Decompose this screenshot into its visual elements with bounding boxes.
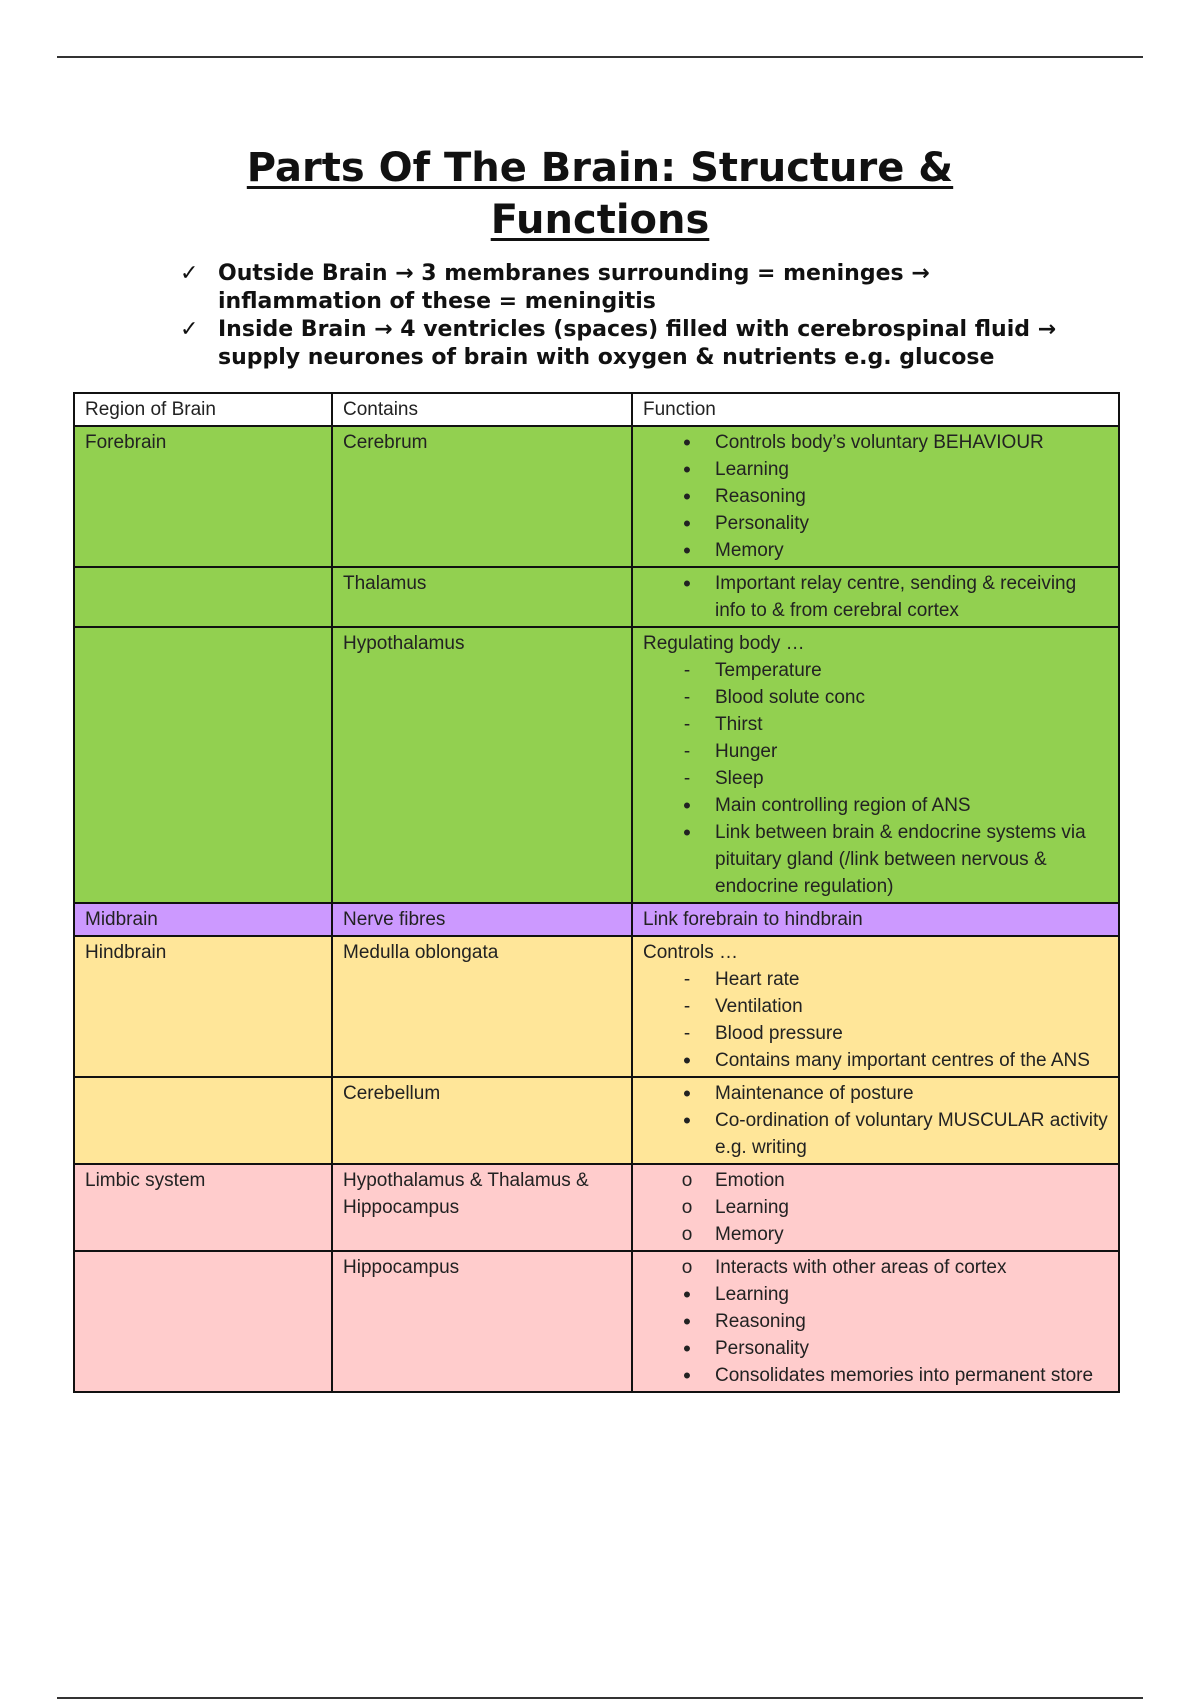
function-list — [643, 1080, 1108, 1161]
function-list — [643, 1167, 1108, 1248]
function-list — [643, 1254, 1108, 1389]
function-intro: Link forebrain to hindbrain — [643, 909, 863, 930]
function-item-text: Heart rate — [715, 969, 800, 990]
function-item-text: Personality — [715, 1338, 809, 1359]
cell-contains: Hippocampus — [332, 1251, 632, 1392]
intro-point-outside — [180, 260, 1080, 316]
function-item — [643, 738, 1108, 765]
function-item — [643, 1221, 1108, 1248]
bullet-marker-icon — [677, 1080, 697, 1109]
bullet-marker-icon — [677, 1107, 697, 1136]
table-body — [74, 426, 1119, 1392]
function-list — [643, 657, 1108, 900]
function-item — [643, 1308, 1108, 1335]
bullet-marker-icon — [677, 1362, 697, 1391]
function-item-text: Reasoning — [715, 1311, 806, 1332]
table-row — [74, 567, 1119, 627]
function-item-text: Contains many important centres of the ANS — [715, 1050, 1090, 1071]
dash-marker-icon — [677, 765, 697, 792]
function-item-text: Consolidates memories into permanent store — [715, 1365, 1094, 1386]
function-item-text: Personality — [715, 513, 809, 534]
cell-contains: Hypothalamus & Thalamus & Hippocampus — [332, 1164, 632, 1251]
check-icon: ✓ — [180, 261, 199, 286]
cell-region: Limbic system — [74, 1164, 332, 1251]
check-icon: ✓ — [180, 317, 199, 342]
intro-points — [180, 260, 1080, 372]
function-item-text: Emotion — [715, 1170, 785, 1191]
function-item-text: Important relay centre, sending & receiving info to & from cerebral cortex — [715, 573, 1077, 621]
cell-function — [632, 903, 1119, 936]
function-item-text: Hunger — [715, 741, 778, 762]
bullet-marker-icon — [677, 1047, 697, 1076]
function-item-text: Memory — [715, 1224, 784, 1245]
function-item-text: Link between brain & endocrine systems via pituitary gland (/link between nervous & endocrine regulation) — [715, 822, 1086, 897]
bullet-marker-icon — [677, 537, 697, 566]
function-item-text: Temperature — [715, 660, 822, 681]
header-region: Region of Brain — [74, 393, 332, 426]
bullet-marker-icon — [677, 429, 697, 458]
cell-region: Forebrain — [74, 426, 332, 567]
function-item — [643, 1167, 1108, 1194]
dash-marker-icon — [677, 684, 697, 711]
table-row — [74, 1164, 1119, 1251]
intro-point-text: Outside Brain → 3 membranes surrounding = meninges → inflammation of these = meningitis — [218, 261, 930, 314]
bullet-marker-icon — [677, 510, 697, 539]
cell-region — [74, 567, 332, 627]
bullet-marker-icon — [677, 570, 697, 599]
table-row — [74, 627, 1119, 903]
cell-contains: Cerebellum — [332, 1077, 632, 1164]
cell-contains: Hypothalamus — [332, 627, 632, 903]
table-row — [74, 426, 1119, 567]
function-intro: Controls … — [643, 942, 739, 963]
function-item — [643, 819, 1108, 900]
function-item — [643, 765, 1108, 792]
top-rule — [57, 56, 1143, 58]
function-item-text: Blood pressure — [715, 1023, 843, 1044]
cell-function — [632, 1164, 1119, 1251]
cell-region — [74, 1077, 332, 1164]
cell-region: Hindbrain — [74, 936, 332, 1077]
circle-marker-icon — [677, 1254, 697, 1281]
cell-function — [632, 426, 1119, 567]
cell-contains: Thalamus — [332, 567, 632, 627]
function-item — [643, 570, 1108, 624]
function-list — [643, 570, 1108, 624]
function-item-text: Thirst — [715, 714, 763, 735]
circle-marker-icon — [677, 1167, 697, 1194]
function-item — [643, 684, 1108, 711]
function-item — [643, 1335, 1108, 1362]
cell-region: Midbrain — [74, 903, 332, 936]
function-item-text: Learning — [715, 1284, 789, 1305]
function-item — [643, 1047, 1108, 1074]
table-row — [74, 936, 1119, 1077]
function-item — [643, 1281, 1108, 1308]
function-item-text: Sleep — [715, 768, 764, 789]
cell-region — [74, 627, 332, 903]
dash-marker-icon — [677, 966, 697, 993]
function-item — [643, 966, 1108, 993]
cell-function — [632, 1077, 1119, 1164]
cell-function — [632, 627, 1119, 903]
bullet-marker-icon — [677, 483, 697, 512]
function-item — [643, 483, 1108, 510]
dash-marker-icon — [677, 738, 697, 765]
function-item — [643, 510, 1108, 537]
function-item — [643, 1080, 1108, 1107]
function-item-text: Blood solute conc — [715, 687, 865, 708]
function-item — [643, 1194, 1108, 1221]
cell-contains: Medulla oblongata — [332, 936, 632, 1077]
circle-marker-icon — [677, 1194, 697, 1221]
cell-function — [632, 936, 1119, 1077]
function-item-text: Controls body’s voluntary BEHAVIOUR — [715, 432, 1044, 453]
function-item-text: Maintenance of posture — [715, 1083, 914, 1104]
function-item-text: Learning — [715, 1197, 789, 1218]
function-list — [643, 966, 1108, 1074]
function-list — [643, 429, 1108, 564]
function-item — [643, 1362, 1108, 1389]
bullet-marker-icon — [677, 456, 697, 485]
bottom-rule — [57, 1697, 1143, 1699]
dash-marker-icon — [677, 711, 697, 738]
function-item — [643, 993, 1108, 1020]
dash-marker-icon — [677, 1020, 697, 1047]
function-item — [643, 792, 1108, 819]
function-item-text: Interacts with other areas of cortex — [715, 1257, 1007, 1278]
intro-point-inside — [180, 316, 1080, 372]
circle-marker-icon — [677, 1221, 697, 1248]
table-row — [74, 1251, 1119, 1392]
bullet-marker-icon — [677, 819, 697, 848]
dash-marker-icon — [677, 657, 697, 684]
function-item — [643, 429, 1108, 456]
function-item — [643, 1107, 1108, 1161]
cell-function — [632, 567, 1119, 627]
bullet-marker-icon — [677, 1281, 697, 1310]
header-function: Function — [632, 393, 1119, 426]
function-item-text: Reasoning — [715, 486, 806, 507]
table-row — [74, 1077, 1119, 1164]
function-item-text: Ventilation — [715, 996, 803, 1017]
brain-regions-table — [73, 392, 1120, 1393]
table-header-row — [74, 393, 1119, 426]
cell-function — [632, 1251, 1119, 1392]
function-item — [643, 537, 1108, 564]
function-item-text: Co-ordination of voluntary MUSCULAR activity e.g. writing — [715, 1110, 1108, 1158]
intro-point-text: Inside Brain → 4 ventricles (spaces) filled with cerebrospinal fluid → supply neurones of brain with oxygen & nutrients e.g. glucose — [218, 317, 1057, 370]
function-item-text: Memory — [715, 540, 784, 561]
cell-region — [74, 1251, 332, 1392]
page-title: Parts Of The Brain: Structure & Functions — [246, 145, 954, 243]
function-item — [643, 657, 1108, 684]
table-row — [74, 903, 1119, 936]
bullet-marker-icon — [677, 1335, 697, 1364]
dash-marker-icon — [677, 993, 697, 1020]
function-item-text: Main controlling region of ANS — [715, 795, 971, 816]
function-item — [643, 1020, 1108, 1047]
bullet-marker-icon — [677, 1308, 697, 1337]
cell-contains: Nerve fibres — [332, 903, 632, 936]
function-item — [643, 1254, 1108, 1281]
function-item-text: Learning — [715, 459, 789, 480]
bullet-marker-icon — [677, 792, 697, 821]
header-contains: Contains — [332, 393, 632, 426]
function-item — [643, 456, 1108, 483]
function-intro: Regulating body … — [643, 633, 805, 654]
cell-contains: Cerebrum — [332, 426, 632, 567]
function-item — [643, 711, 1108, 738]
